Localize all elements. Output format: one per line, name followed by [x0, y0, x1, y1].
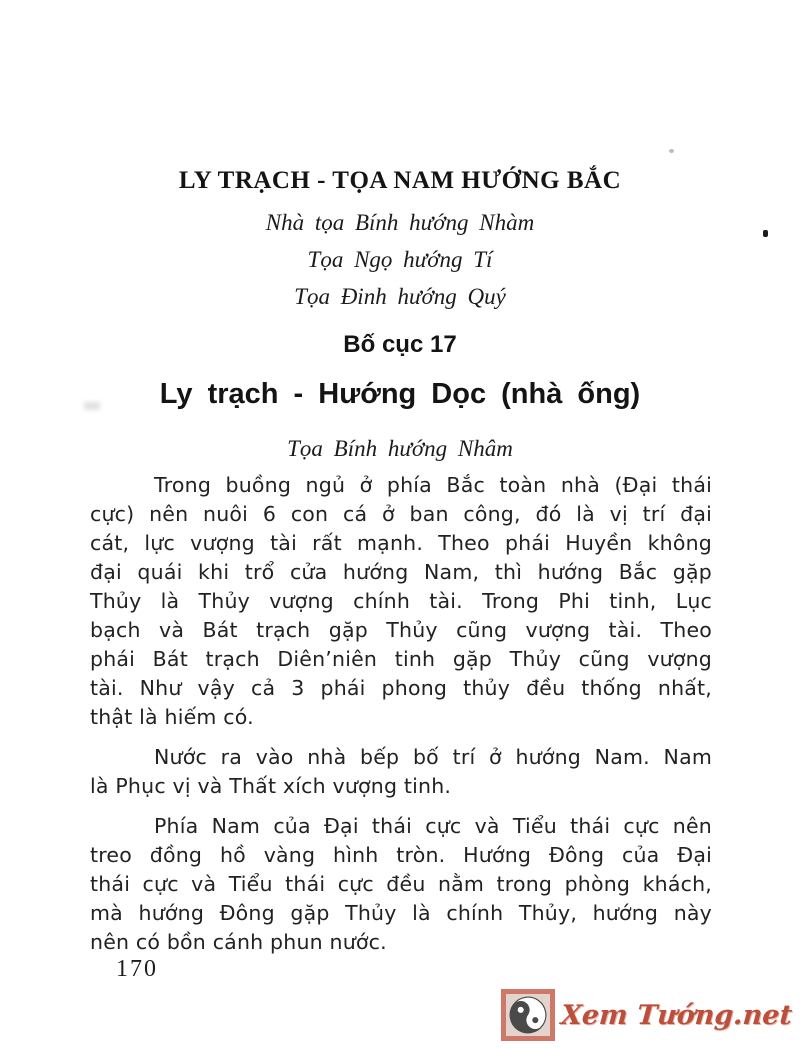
body-line: đại quái khi trổ cửa hướng Nam, thì hướng Bắc gặp [90, 560, 712, 584]
page-title: LY TRẠCH - TỌA NAM HƯỚNG BẮC [178, 166, 622, 194]
body-line: nên có bồn cánh phun nước. [90, 930, 387, 954]
body-line: bạch và Bát trạch gặp Thủy cũng vượng tài. Theo [90, 618, 712, 642]
body-line: Phía Nam của Đại thái cực và Tiểu thái cực nên [154, 814, 712, 838]
section-subtitle: Tọa Bính hướng Nhâm [287, 436, 513, 461]
section-label: Bố cục 17 [343, 331, 457, 358]
body-line: thật là hiếm có. [90, 705, 254, 729]
watermark-text: Xem Tướng.net [559, 999, 794, 1031]
section-heading: Ly trạch - Hướng Dọc (nhà ống) [159, 378, 641, 410]
subtitle-line: Nhà tọa Bính hướng Nhàm [265, 210, 535, 235]
body-line: Trong buồng ngủ ở phía Bắc toàn nhà (Đại thái [154, 473, 712, 497]
body-line: là Phục vị và Thất xích vượng tinh. [90, 774, 452, 798]
body-text [90, 471, 712, 968]
body-line: cát, lực vượng tài rất mạnh. Theo phái Huyền không [90, 531, 712, 555]
paragraph [90, 471, 712, 732]
subtitle-line: Tọa Đinh hướng Quý [294, 284, 506, 309]
page-number: 170 [116, 956, 158, 982]
subtitle-line: Tọa Ngọ hướng Tí [307, 247, 493, 272]
body-line: cực) nên nuôi 6 con cá ở ban công, đó là vị trí đại [90, 502, 712, 526]
body-line: phái Bát trạch Diên’niên tinh gặp Thủy cũng vượng [90, 647, 712, 671]
scan-speck [669, 149, 674, 153]
scan-speck [763, 230, 768, 237]
body-line: tài. Như vậy cả 3 phái phong thủy đều thống nhất, [90, 676, 712, 700]
body-line: mà hướng Đông gặp Thủy là chính Thủy, hướng này [90, 901, 712, 925]
paragraph [90, 743, 712, 801]
body-line: thái cực và Tiểu thái cực đều nằm trong phòng khách, [90, 872, 712, 896]
body-line: Nước ra vào nhà bếp bố trí ở hướng Nam. Nam [154, 745, 712, 769]
yin-yang-icon [501, 989, 555, 1041]
paragraph [90, 812, 712, 957]
watermark [501, 989, 792, 1041]
subtitle-block [0, 211, 800, 322]
body-line: treo đồng hồ vàng hình tròn. Hướng Đông của Đại [90, 843, 712, 867]
scan-smudge [84, 402, 100, 410]
body-line: Thủy là Thủy vượng chính tài. Trong Phi tinh, Lục [90, 589, 712, 613]
